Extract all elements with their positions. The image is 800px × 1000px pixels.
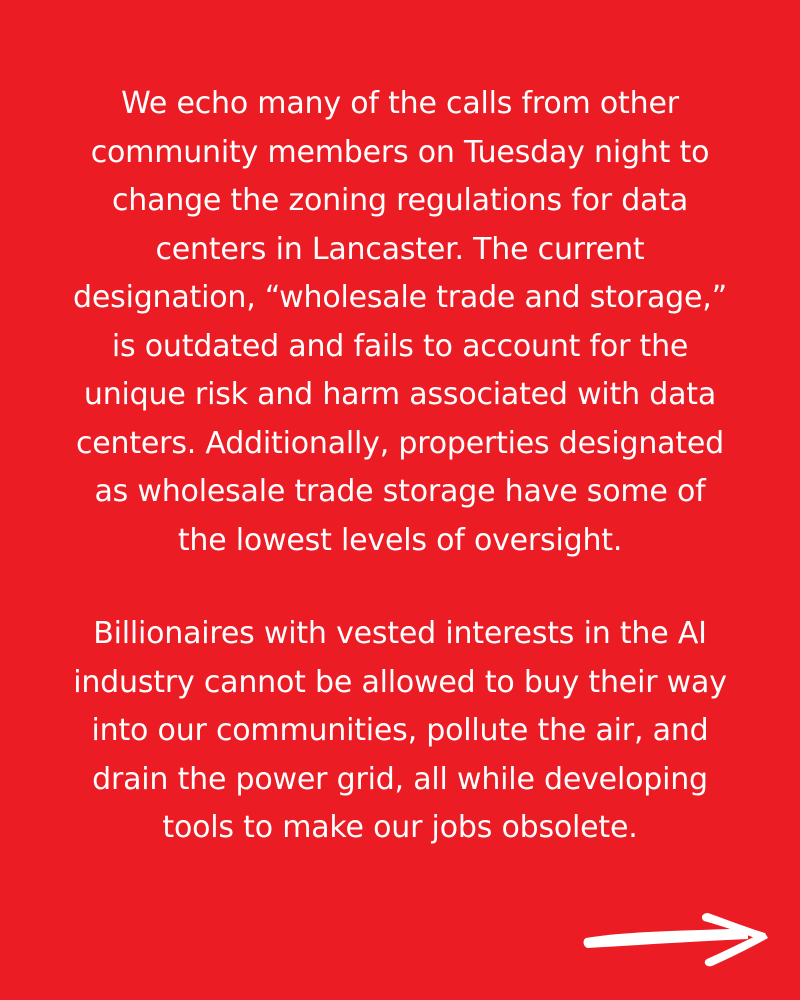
text-line: change the zoning regulations for data: [111, 183, 689, 218]
text-line: as wholesale trade storage have some of: [94, 474, 706, 509]
text-line: industry cannot be allowed to buy their way: [73, 664, 727, 700]
text-line: designation, “wholesale trade and storage,”: [73, 280, 727, 315]
text-line: into our communities, pollute the air, and: [91, 713, 709, 748]
text-line: drain the power grid, all while developing: [92, 761, 708, 797]
text-line: the lowest levels of oversight.: [177, 522, 623, 558]
text-line: is outdated and fails to account for the: [111, 328, 689, 364]
text-line: Billionaires with vested interests in the AI: [93, 616, 707, 651]
next-slide-button[interactable]: [580, 905, 775, 975]
text-line: We echo many of the calls from other: [121, 86, 679, 121]
paragraph-billionaires: [50, 610, 750, 853]
arrow-right-icon: [580, 905, 775, 975]
text-line: tools to make our jobs obsolete.: [162, 810, 638, 845]
paragraph-zoning: [50, 80, 750, 565]
text-line: centers. Additionally, properties designated: [76, 425, 724, 461]
text-line: community members on Tuesday night to: [90, 134, 710, 170]
text-line: centers in Lancaster. The current: [155, 231, 645, 267]
text-line: unique risk and harm associated with data: [83, 377, 717, 412]
